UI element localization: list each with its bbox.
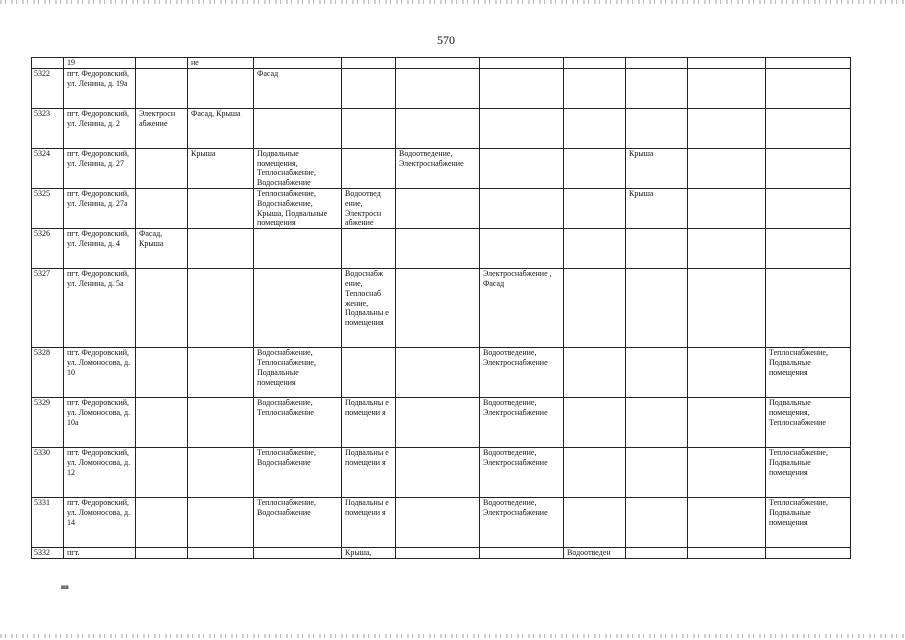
work-cell [136,398,188,448]
work-cell [254,229,342,269]
work-cell [396,548,480,559]
work-cell: Водоснабжение, Теплоснабжение [254,398,342,448]
work-cell [626,108,688,148]
work-cell [688,229,766,269]
work-cell: Электросн абжение [136,108,188,148]
table-row [32,108,851,148]
work-cell [564,398,626,448]
work-cell: Подвальны е помещени я [342,448,396,498]
work-cell [396,448,480,498]
work-cell [136,188,188,228]
work-cell [254,269,342,348]
work-cell [564,448,626,498]
work-cell [188,348,254,398]
work-cell: Водоотведен [564,548,626,559]
work-cell [188,68,254,108]
work-cell [396,58,480,69]
work-cell [766,58,851,69]
table-row [32,269,851,348]
work-cell [480,58,564,69]
work-cell: Фасад, Крыша [136,229,188,269]
work-cell: Фасад, Крыша [188,108,254,148]
address-cell: пгт. Федоровский, ул. Ломоносова, д. 10а [64,398,136,448]
row-number: 5324 [32,148,64,188]
work-cell: Крыша [188,148,254,188]
work-cell: Теплоснабжение, Подвальные помещения [766,498,851,548]
table-row [32,229,851,269]
work-cell [396,498,480,548]
work-cell: Теплоснабжение, Водоснабжение [254,498,342,548]
work-cell [626,548,688,559]
work-cell: Водоснабж ение, Теплоснаб жение, Подвальны е помещения [342,269,396,348]
table-row [32,148,851,188]
work-cell: Водоотведение, Электроснабжение [396,148,480,188]
work-cell [766,188,851,228]
work-cell: Теплоснабжение, Подвальные помещения [766,448,851,498]
work-cell [688,269,766,348]
work-cell [688,188,766,228]
row-number: 5328 [32,348,64,398]
row-number: 5331 [32,498,64,548]
work-cell [480,548,564,559]
work-cell [136,498,188,548]
work-cell [136,148,188,188]
work-cell [766,548,851,559]
work-cell [480,68,564,108]
work-cell [136,548,188,559]
work-cell [396,68,480,108]
address-cell: пгт. [64,548,136,559]
work-cell: Подвальные помещения, Теплоснабжение, Водоснабжение [254,148,342,188]
work-cell [188,229,254,269]
work-cell: Теплоснабжение, Водоснабжение [254,448,342,498]
work-cell [188,498,254,548]
work-cell [564,498,626,548]
work-cell: Подвальные помещения, Теплоснабжение [766,398,851,448]
work-cell [688,548,766,559]
work-cell [254,108,342,148]
work-cell [136,348,188,398]
address-cell: пгт. Федоровский, ул. Ленина, д. 4 [64,229,136,269]
footer-mark: ив [61,583,69,591]
work-cell [396,398,480,448]
work-cell: Теплоснабжение, Водоснабжение, Крыша, Подвальные помещения [254,188,342,228]
work-cell: Фасад [254,68,342,108]
work-cell [136,269,188,348]
work-cell [564,68,626,108]
row-number [32,58,64,69]
work-cell [188,188,254,228]
work-cell [688,448,766,498]
address-cell: 19 [64,58,136,69]
work-cell [396,269,480,348]
work-cell [564,269,626,348]
work-cell [626,498,688,548]
work-cell [626,229,688,269]
work-cell [564,348,626,398]
work-cell: Водоотведение, Электроснабжение [480,498,564,548]
work-cell [766,148,851,188]
work-cell: Электроснабжение , Фасад [480,269,564,348]
work-cell: Крыша, [342,548,396,559]
work-cell [254,58,342,69]
work-cell [342,229,396,269]
work-cell [626,58,688,69]
work-cell [188,269,254,348]
row-number: 5329 [32,398,64,448]
row-number: 5322 [32,68,64,108]
work-cell [626,448,688,498]
address-cell: пгт. Федоровский, ул. Ленина, д. 2 [64,108,136,148]
work-cell: Теплоснабжение, Подвальные помещения [766,348,851,398]
work-cell [766,68,851,108]
work-cell [766,229,851,269]
work-cell [396,348,480,398]
work-cell [342,108,396,148]
row-number: 5327 [32,269,64,348]
work-cell [688,498,766,548]
work-cell [254,548,342,559]
work-cell [188,398,254,448]
address-cell: пгт. Федоровский, ул. Ленина, д. 5а [64,269,136,348]
work-cell [480,108,564,148]
address-cell: пгт. Федоровский, ул. Ленина, д. 19а [64,68,136,108]
row-number: 5326 [32,229,64,269]
work-cell: Водоснабжение, Теплоснабжение, Подвальные помещения [254,348,342,398]
work-cell: Крыша [626,148,688,188]
work-cell [188,448,254,498]
address-cell: пгт. Федоровский, ул. Ломоносова, д. 10 [64,348,136,398]
work-cell [688,348,766,398]
work-cell [626,269,688,348]
work-cell [342,68,396,108]
work-cell [564,58,626,69]
work-cell [342,58,396,69]
work-cell [766,269,851,348]
address-cell: пгт. Федоровский, ул. Ломоносова, д. 12 [64,448,136,498]
work-cell [480,229,564,269]
work-cell [188,548,254,559]
table-row [32,188,851,228]
work-cell [626,348,688,398]
work-cell [626,68,688,108]
address-cell: пгт. Федоровский, ул. Ломоносова, д. 14 [64,498,136,548]
work-cell [766,108,851,148]
table-row [32,58,851,69]
work-cell [396,229,480,269]
work-cell [136,448,188,498]
work-cell [564,229,626,269]
repair-schedule-table [31,57,851,559]
table-row [32,68,851,108]
page-number: 570 [437,33,455,47]
work-cell [564,148,626,188]
work-cell [688,398,766,448]
row-number: 5325 [32,188,64,228]
work-cell [480,148,564,188]
work-cell [688,108,766,148]
work-cell [342,148,396,188]
work-cell [396,188,480,228]
work-cell [396,108,480,148]
table-row [32,498,851,548]
work-cell [688,148,766,188]
row-number: 5332 [32,548,64,559]
work-cell [480,188,564,228]
work-cell [342,348,396,398]
work-cell [136,68,188,108]
address-cell: пгт. Федоровский, ул. Ленина, д. 27а [64,188,136,228]
address-cell: пгт. Федоровский, ул. Ленина, д. 27 [64,148,136,188]
row-number: 5330 [32,448,64,498]
work-cell [688,58,766,69]
scan-artifact-bottom [0,634,905,638]
work-cell [626,398,688,448]
table-row [32,398,851,448]
work-cell [688,68,766,108]
work-cell [564,108,626,148]
table-row [32,448,851,498]
work-cell: Водоотведение, Электроснабжение [480,398,564,448]
work-cell: Подвальны е помещени я [342,398,396,448]
work-cell: Крыша [626,188,688,228]
work-cell: Водоотведение, Электроснабжение [480,348,564,398]
work-cell [136,58,188,69]
work-cell: Водоотвед ение, Электросн абжение [342,188,396,228]
work-cell: Подвальны е помещени я [342,498,396,548]
scan-artifact-top [0,0,905,4]
work-cell: не [188,58,254,69]
work-cell [564,188,626,228]
work-cell: Водоотведение, Электроснабжение [480,448,564,498]
table-row [32,548,851,559]
row-number: 5323 [32,108,64,148]
table-row [32,348,851,398]
